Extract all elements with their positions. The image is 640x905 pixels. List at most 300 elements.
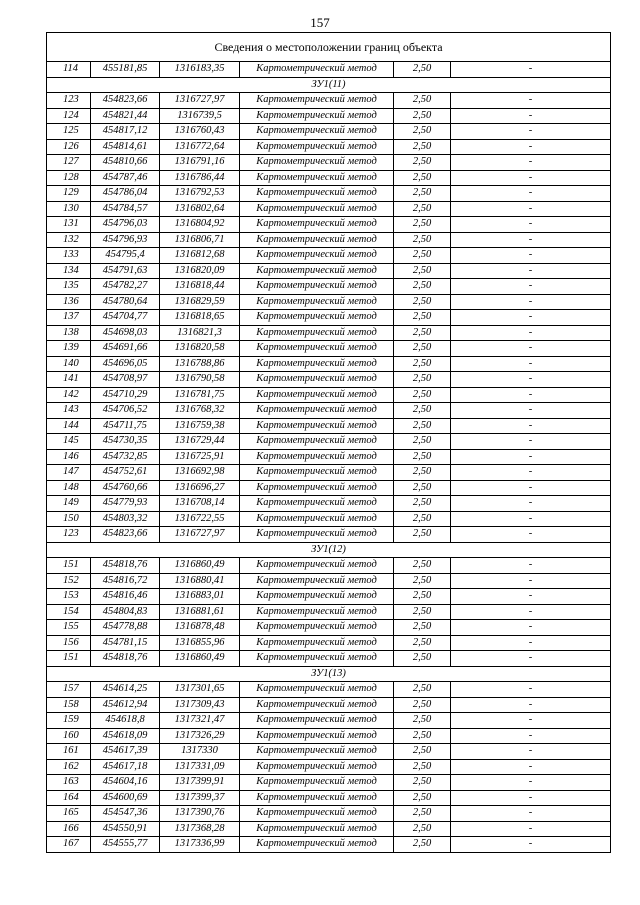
table-row bbox=[47, 806, 611, 822]
method-cell: Картометрический метод bbox=[240, 821, 394, 837]
y-coordinate-cell: 1316696,27 bbox=[160, 480, 240, 496]
point-number-cell: 155 bbox=[47, 620, 91, 636]
y-coordinate-cell: 1316183,35 bbox=[160, 62, 240, 78]
table-row bbox=[47, 790, 611, 806]
point-number-cell: 146 bbox=[47, 449, 91, 465]
method-cell: Картометрический метод bbox=[240, 263, 394, 279]
description-cell: - bbox=[451, 635, 611, 651]
method-cell: Картометрический метод bbox=[240, 201, 394, 217]
x-coordinate-cell: 455181,85 bbox=[91, 62, 160, 78]
x-coordinate-cell: 454818,76 bbox=[91, 651, 160, 667]
y-coordinate-cell: 1316781,75 bbox=[160, 387, 240, 403]
x-coordinate-cell: 454752,61 bbox=[91, 465, 160, 481]
y-coordinate-cell: 1316790,58 bbox=[160, 372, 240, 388]
table-row bbox=[47, 62, 611, 78]
accuracy-cell: 2,50 bbox=[394, 434, 451, 450]
accuracy-cell: 2,50 bbox=[394, 124, 451, 140]
y-coordinate-cell: 1317326,29 bbox=[160, 728, 240, 744]
method-cell: Картометрический метод bbox=[240, 186, 394, 202]
x-coordinate-cell: 454555,77 bbox=[91, 837, 160, 853]
table-row bbox=[47, 744, 611, 760]
y-coordinate-cell: 1316881,61 bbox=[160, 604, 240, 620]
description-cell: - bbox=[451, 682, 611, 698]
table-row bbox=[47, 294, 611, 310]
point-number-cell: 125 bbox=[47, 124, 91, 140]
point-number-cell: 148 bbox=[47, 480, 91, 496]
point-number-cell: 154 bbox=[47, 604, 91, 620]
x-coordinate-cell: 454550,91 bbox=[91, 821, 160, 837]
description-cell: - bbox=[451, 310, 611, 326]
table-row bbox=[47, 232, 611, 248]
accuracy-cell: 2,50 bbox=[394, 620, 451, 636]
point-number-cell: 126 bbox=[47, 139, 91, 155]
point-number-cell: 143 bbox=[47, 403, 91, 419]
point-number-cell: 153 bbox=[47, 589, 91, 605]
description-cell: - bbox=[451, 387, 611, 403]
x-coordinate-cell: 454796,93 bbox=[91, 232, 160, 248]
method-cell: Картометрический метод bbox=[240, 93, 394, 109]
accuracy-cell: 2,50 bbox=[394, 527, 451, 543]
y-coordinate-cell: 1316860,49 bbox=[160, 558, 240, 574]
accuracy-cell: 2,50 bbox=[394, 341, 451, 357]
y-coordinate-cell: 1316883,01 bbox=[160, 589, 240, 605]
table-row bbox=[47, 635, 611, 651]
table-row bbox=[47, 186, 611, 202]
x-coordinate-cell: 454818,76 bbox=[91, 558, 160, 574]
method-cell: Картометрический метод bbox=[240, 372, 394, 388]
description-cell: - bbox=[451, 356, 611, 372]
accuracy-cell: 2,50 bbox=[394, 697, 451, 713]
method-cell: Картометрический метод bbox=[240, 651, 394, 667]
description-cell: - bbox=[451, 139, 611, 155]
y-coordinate-cell: 1316818,65 bbox=[160, 310, 240, 326]
method-cell: Картометрический метод bbox=[240, 170, 394, 186]
x-coordinate-cell: 454710,29 bbox=[91, 387, 160, 403]
x-coordinate-cell: 454604,16 bbox=[91, 775, 160, 791]
x-coordinate-cell: 454691,66 bbox=[91, 341, 160, 357]
description-cell: - bbox=[451, 806, 611, 822]
method-cell: Картометрический метод bbox=[240, 744, 394, 760]
point-number-cell: 114 bbox=[47, 62, 91, 78]
point-number-cell: 123 bbox=[47, 527, 91, 543]
description-cell: - bbox=[451, 759, 611, 775]
method-cell: Картометрический метод bbox=[240, 356, 394, 372]
table-row bbox=[47, 604, 611, 620]
table-row bbox=[47, 418, 611, 434]
description-cell: - bbox=[451, 527, 611, 543]
boundary-coordinates-table bbox=[46, 32, 611, 853]
method-cell: Картометрический метод bbox=[240, 279, 394, 295]
accuracy-cell: 2,50 bbox=[394, 589, 451, 605]
table-row bbox=[47, 651, 611, 667]
y-coordinate-cell: 1316802,64 bbox=[160, 201, 240, 217]
table-title-row bbox=[47, 33, 611, 62]
table-row bbox=[47, 496, 611, 512]
description-cell: - bbox=[451, 372, 611, 388]
table-row bbox=[47, 217, 611, 233]
description-cell: - bbox=[451, 434, 611, 450]
method-cell: Картометрический метод bbox=[240, 682, 394, 698]
x-coordinate-cell: 454804,83 bbox=[91, 604, 160, 620]
x-coordinate-cell: 454817,12 bbox=[91, 124, 160, 140]
point-number-cell: 140 bbox=[47, 356, 91, 372]
accuracy-cell: 2,50 bbox=[394, 806, 451, 822]
accuracy-cell: 2,50 bbox=[394, 201, 451, 217]
point-number-cell: 124 bbox=[47, 108, 91, 124]
accuracy-cell: 2,50 bbox=[394, 294, 451, 310]
x-coordinate-cell: 454778,88 bbox=[91, 620, 160, 636]
description-cell: - bbox=[451, 651, 611, 667]
x-coordinate-cell: 454816,72 bbox=[91, 573, 160, 589]
y-coordinate-cell: 1317331,09 bbox=[160, 759, 240, 775]
method-cell: Картометрический метод bbox=[240, 62, 394, 78]
accuracy-cell: 2,50 bbox=[394, 232, 451, 248]
table-row bbox=[47, 465, 611, 481]
method-cell: Картометрический метод bbox=[240, 310, 394, 326]
y-coordinate-cell: 1316760,43 bbox=[160, 124, 240, 140]
description-cell: - bbox=[451, 573, 611, 589]
y-coordinate-cell: 1317399,37 bbox=[160, 790, 240, 806]
method-cell: Картометрический метод bbox=[240, 403, 394, 419]
description-cell: - bbox=[451, 232, 611, 248]
accuracy-cell: 2,50 bbox=[394, 108, 451, 124]
method-cell: Картометрический метод bbox=[240, 155, 394, 171]
method-cell: Картометрический метод bbox=[240, 418, 394, 434]
x-coordinate-cell: 454706,52 bbox=[91, 403, 160, 419]
point-number-cell: 156 bbox=[47, 635, 91, 651]
description-cell: - bbox=[451, 263, 611, 279]
x-coordinate-cell: 454823,66 bbox=[91, 527, 160, 543]
y-coordinate-cell: 1316878,48 bbox=[160, 620, 240, 636]
table-row bbox=[47, 728, 611, 744]
method-cell: Картометрический метод bbox=[240, 387, 394, 403]
point-number-cell: 151 bbox=[47, 651, 91, 667]
x-coordinate-cell: 454796,03 bbox=[91, 217, 160, 233]
y-coordinate-cell: 1316725,91 bbox=[160, 449, 240, 465]
x-coordinate-cell: 454814,61 bbox=[91, 139, 160, 155]
point-number-cell: 150 bbox=[47, 511, 91, 527]
point-number-cell: 151 bbox=[47, 558, 91, 574]
x-coordinate-cell: 454696,05 bbox=[91, 356, 160, 372]
method-cell: Картометрический метод bbox=[240, 759, 394, 775]
accuracy-cell: 2,50 bbox=[394, 728, 451, 744]
description-cell: - bbox=[451, 775, 611, 791]
section-header-row bbox=[47, 77, 611, 93]
accuracy-cell: 2,50 bbox=[394, 558, 451, 574]
table-row bbox=[47, 124, 611, 140]
table-row bbox=[47, 325, 611, 341]
y-coordinate-cell: 1317390,76 bbox=[160, 806, 240, 822]
x-coordinate-cell: 454618,8 bbox=[91, 713, 160, 729]
accuracy-cell: 2,50 bbox=[394, 635, 451, 651]
description-cell: - bbox=[451, 480, 611, 496]
point-number-cell: 142 bbox=[47, 387, 91, 403]
x-coordinate-cell: 454786,04 bbox=[91, 186, 160, 202]
description-cell: - bbox=[451, 821, 611, 837]
y-coordinate-cell: 1316792,53 bbox=[160, 186, 240, 202]
point-number-cell: 161 bbox=[47, 744, 91, 760]
accuracy-cell: 2,50 bbox=[394, 651, 451, 667]
x-coordinate-cell: 454760,66 bbox=[91, 480, 160, 496]
point-number-cell: 139 bbox=[47, 341, 91, 357]
accuracy-cell: 2,50 bbox=[394, 217, 451, 233]
description-cell: - bbox=[451, 341, 611, 357]
method-cell: Картометрический метод bbox=[240, 837, 394, 853]
description-cell: - bbox=[451, 589, 611, 605]
section-title: ЗУ1(11) bbox=[47, 77, 611, 93]
x-coordinate-cell: 454698,03 bbox=[91, 325, 160, 341]
accuracy-cell: 2,50 bbox=[394, 310, 451, 326]
method-cell: Картометрический метод bbox=[240, 775, 394, 791]
point-number-cell: 132 bbox=[47, 232, 91, 248]
x-coordinate-cell: 454823,66 bbox=[91, 93, 160, 109]
x-coordinate-cell: 454612,94 bbox=[91, 697, 160, 713]
point-number-cell: 163 bbox=[47, 775, 91, 791]
x-coordinate-cell: 454732,85 bbox=[91, 449, 160, 465]
method-cell: Картометрический метод bbox=[240, 806, 394, 822]
description-cell: - bbox=[451, 201, 611, 217]
description-cell: - bbox=[451, 713, 611, 729]
point-number-cell: 145 bbox=[47, 434, 91, 450]
table-row bbox=[47, 573, 611, 589]
description-cell: - bbox=[451, 837, 611, 853]
point-number-cell: 157 bbox=[47, 682, 91, 698]
accuracy-cell: 2,50 bbox=[394, 325, 451, 341]
table-row bbox=[47, 821, 611, 837]
description-cell: - bbox=[451, 496, 611, 512]
page-number: 157 bbox=[310, 15, 330, 30]
table-row bbox=[47, 372, 611, 388]
y-coordinate-cell: 1317399,91 bbox=[160, 775, 240, 791]
table-row bbox=[47, 759, 611, 775]
accuracy-cell: 2,50 bbox=[394, 573, 451, 589]
y-coordinate-cell: 1316727,97 bbox=[160, 527, 240, 543]
x-coordinate-cell: 454614,25 bbox=[91, 682, 160, 698]
point-number-cell: 129 bbox=[47, 186, 91, 202]
point-number-cell: 164 bbox=[47, 790, 91, 806]
x-coordinate-cell: 454810,66 bbox=[91, 155, 160, 171]
x-coordinate-cell: 454617,39 bbox=[91, 744, 160, 760]
description-cell: - bbox=[451, 93, 611, 109]
description-cell: - bbox=[451, 403, 611, 419]
description-cell: - bbox=[451, 217, 611, 233]
table-row bbox=[47, 93, 611, 109]
x-coordinate-cell: 454704,77 bbox=[91, 310, 160, 326]
accuracy-cell: 2,50 bbox=[394, 496, 451, 512]
accuracy-cell: 2,50 bbox=[394, 62, 451, 78]
y-coordinate-cell: 1316722,55 bbox=[160, 511, 240, 527]
method-cell: Картометрический метод bbox=[240, 790, 394, 806]
accuracy-cell: 2,50 bbox=[394, 93, 451, 109]
table-row bbox=[47, 682, 611, 698]
description-cell: - bbox=[451, 449, 611, 465]
point-number-cell: 160 bbox=[47, 728, 91, 744]
point-number-cell: 135 bbox=[47, 279, 91, 295]
table-row bbox=[47, 511, 611, 527]
y-coordinate-cell: 1316820,58 bbox=[160, 341, 240, 357]
point-number-cell: 144 bbox=[47, 418, 91, 434]
y-coordinate-cell: 1316788,86 bbox=[160, 356, 240, 372]
y-coordinate-cell: 1317330 bbox=[160, 744, 240, 760]
section-header-row bbox=[47, 666, 611, 682]
y-coordinate-cell: 1316759,38 bbox=[160, 418, 240, 434]
y-coordinate-cell: 1316786,44 bbox=[160, 170, 240, 186]
point-number-cell: 165 bbox=[47, 806, 91, 822]
table-title: Сведения о местоположении границ объекта bbox=[47, 33, 611, 62]
method-cell: Картометрический метод bbox=[240, 449, 394, 465]
point-number-cell: 149 bbox=[47, 496, 91, 512]
y-coordinate-cell: 1316729,44 bbox=[160, 434, 240, 450]
y-coordinate-cell: 1316812,68 bbox=[160, 248, 240, 264]
table-row bbox=[47, 341, 611, 357]
point-number-cell: 128 bbox=[47, 170, 91, 186]
method-cell: Картометрический метод bbox=[240, 604, 394, 620]
y-coordinate-cell: 1316806,71 bbox=[160, 232, 240, 248]
method-cell: Картометрический метод bbox=[240, 728, 394, 744]
point-number-cell: 141 bbox=[47, 372, 91, 388]
table-row bbox=[47, 558, 611, 574]
x-coordinate-cell: 454787,46 bbox=[91, 170, 160, 186]
y-coordinate-cell: 1316804,92 bbox=[160, 217, 240, 233]
x-coordinate-cell: 454816,46 bbox=[91, 589, 160, 605]
x-coordinate-cell: 454791,63 bbox=[91, 263, 160, 279]
table-row bbox=[47, 263, 611, 279]
accuracy-cell: 2,50 bbox=[394, 759, 451, 775]
method-cell: Картометрический метод bbox=[240, 496, 394, 512]
table-row bbox=[47, 155, 611, 171]
description-cell: - bbox=[451, 186, 611, 202]
method-cell: Картометрический метод bbox=[240, 620, 394, 636]
y-coordinate-cell: 1316829,59 bbox=[160, 294, 240, 310]
description-cell: - bbox=[451, 325, 611, 341]
point-number-cell: 162 bbox=[47, 759, 91, 775]
x-coordinate-cell: 454780,64 bbox=[91, 294, 160, 310]
method-cell: Картометрический метод bbox=[240, 294, 394, 310]
method-cell: Картометрический метод bbox=[240, 139, 394, 155]
section-header-row bbox=[47, 542, 611, 558]
description-cell: - bbox=[451, 108, 611, 124]
description-cell: - bbox=[451, 604, 611, 620]
accuracy-cell: 2,50 bbox=[394, 604, 451, 620]
accuracy-cell: 2,50 bbox=[394, 511, 451, 527]
method-cell: Картометрический метод bbox=[240, 697, 394, 713]
point-number-cell: 166 bbox=[47, 821, 91, 837]
description-cell: - bbox=[451, 294, 611, 310]
description-cell: - bbox=[451, 744, 611, 760]
y-coordinate-cell: 1317336,99 bbox=[160, 837, 240, 853]
method-cell: Картометрический метод bbox=[240, 480, 394, 496]
x-coordinate-cell: 454711,75 bbox=[91, 418, 160, 434]
table-row bbox=[47, 697, 611, 713]
y-coordinate-cell: 1316820,09 bbox=[160, 263, 240, 279]
point-number-cell: 152 bbox=[47, 573, 91, 589]
x-coordinate-cell: 454795,4 bbox=[91, 248, 160, 264]
section-title: ЗУ1(13) bbox=[47, 666, 611, 682]
table-row bbox=[47, 527, 611, 543]
x-coordinate-cell: 454730,35 bbox=[91, 434, 160, 450]
accuracy-cell: 2,50 bbox=[394, 790, 451, 806]
point-number-cell: 134 bbox=[47, 263, 91, 279]
method-cell: Картометрический метод bbox=[240, 434, 394, 450]
x-coordinate-cell: 454784,57 bbox=[91, 201, 160, 217]
point-number-cell: 138 bbox=[47, 325, 91, 341]
table-row bbox=[47, 248, 611, 264]
point-number-cell: 130 bbox=[47, 201, 91, 217]
x-coordinate-cell: 454618,09 bbox=[91, 728, 160, 744]
table-row bbox=[47, 139, 611, 155]
y-coordinate-cell: 1317301,65 bbox=[160, 682, 240, 698]
y-coordinate-cell: 1316821,3 bbox=[160, 325, 240, 341]
table-row bbox=[47, 201, 611, 217]
description-cell: - bbox=[451, 170, 611, 186]
method-cell: Картометрический метод bbox=[240, 527, 394, 543]
point-number-cell: 127 bbox=[47, 155, 91, 171]
y-coordinate-cell: 1316860,49 bbox=[160, 651, 240, 667]
table-row bbox=[47, 356, 611, 372]
method-cell: Картометрический метод bbox=[240, 232, 394, 248]
description-cell: - bbox=[451, 511, 611, 527]
method-cell: Картометрический метод bbox=[240, 217, 394, 233]
y-coordinate-cell: 1316818,44 bbox=[160, 279, 240, 295]
accuracy-cell: 2,50 bbox=[394, 821, 451, 837]
table-row bbox=[47, 837, 611, 853]
accuracy-cell: 2,50 bbox=[394, 480, 451, 496]
y-coordinate-cell: 1316772,64 bbox=[160, 139, 240, 155]
description-cell: - bbox=[451, 697, 611, 713]
table-row bbox=[47, 480, 611, 496]
description-cell: - bbox=[451, 248, 611, 264]
accuracy-cell: 2,50 bbox=[394, 744, 451, 760]
description-cell: - bbox=[451, 155, 611, 171]
accuracy-cell: 2,50 bbox=[394, 170, 451, 186]
method-cell: Картометрический метод bbox=[240, 108, 394, 124]
method-cell: Картометрический метод bbox=[240, 589, 394, 605]
method-cell: Картометрический метод bbox=[240, 635, 394, 651]
accuracy-cell: 2,50 bbox=[394, 356, 451, 372]
table-row bbox=[47, 108, 611, 124]
section-title: ЗУ1(12) bbox=[47, 542, 611, 558]
y-coordinate-cell: 1316791,16 bbox=[160, 155, 240, 171]
method-cell: Картометрический метод bbox=[240, 325, 394, 341]
method-cell: Картометрический метод bbox=[240, 713, 394, 729]
y-coordinate-cell: 1316739,5 bbox=[160, 108, 240, 124]
y-coordinate-cell: 1316855,96 bbox=[160, 635, 240, 651]
accuracy-cell: 2,50 bbox=[394, 248, 451, 264]
table-row bbox=[47, 170, 611, 186]
description-cell: - bbox=[451, 62, 611, 78]
x-coordinate-cell: 454547,36 bbox=[91, 806, 160, 822]
table-row bbox=[47, 620, 611, 636]
x-coordinate-cell: 454821,44 bbox=[91, 108, 160, 124]
x-coordinate-cell: 454600,69 bbox=[91, 790, 160, 806]
accuracy-cell: 2,50 bbox=[394, 279, 451, 295]
table-body bbox=[47, 33, 611, 853]
accuracy-cell: 2,50 bbox=[394, 372, 451, 388]
x-coordinate-cell: 454781,15 bbox=[91, 635, 160, 651]
description-cell: - bbox=[451, 418, 611, 434]
x-coordinate-cell: 454779,93 bbox=[91, 496, 160, 512]
accuracy-cell: 2,50 bbox=[394, 465, 451, 481]
y-coordinate-cell: 1317321,47 bbox=[160, 713, 240, 729]
point-number-cell: 147 bbox=[47, 465, 91, 481]
description-cell: - bbox=[451, 558, 611, 574]
method-cell: Картометрический метод bbox=[240, 341, 394, 357]
method-cell: Картометрический метод bbox=[240, 248, 394, 264]
method-cell: Картометрический метод bbox=[240, 124, 394, 140]
description-cell: - bbox=[451, 124, 611, 140]
accuracy-cell: 2,50 bbox=[394, 682, 451, 698]
description-cell: - bbox=[451, 728, 611, 744]
